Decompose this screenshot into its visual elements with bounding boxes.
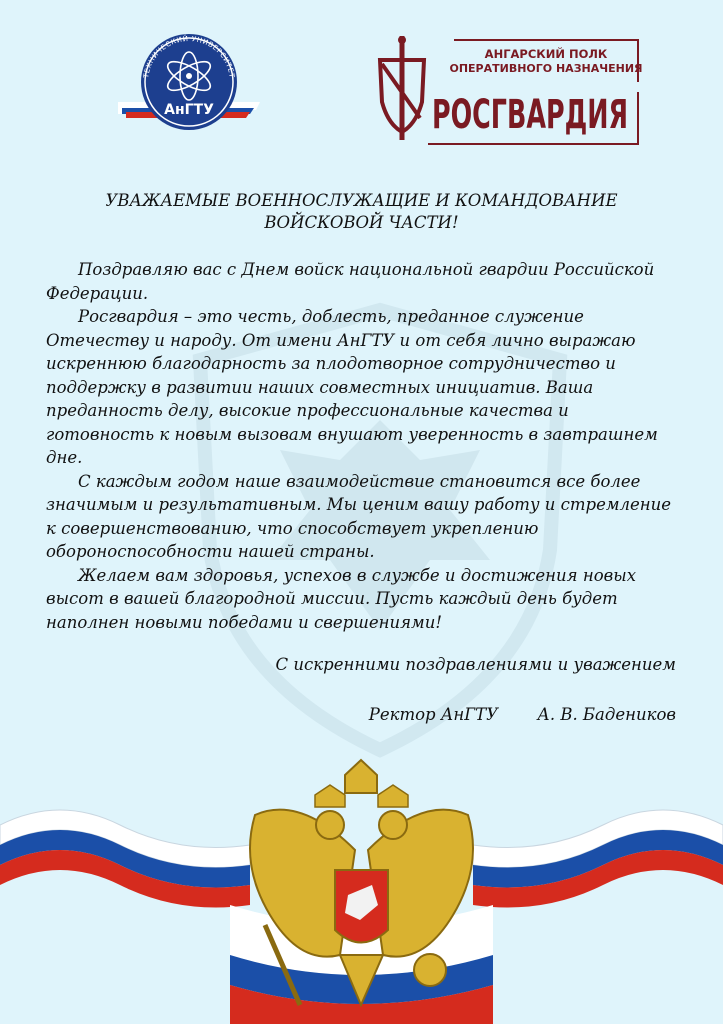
rosgvardia-line2: ОПЕРАТИВНОГО НАЗНАЧЕНИЯ bbox=[449, 62, 643, 75]
heading-line-2: ВОЙСКОВОЙ ЧАСТИ! bbox=[264, 213, 459, 232]
paragraph-2: Росгвардия – это честь, доблесть, преданное служение Отечеству и народу. От имени АнГТУ и от себя лично выражаю искреннюю благодарность за плодотворное сотрудничество и поддержку в развитии наших совместных инициатив. Ваша преданность делу, высокие профессиональные качества и готовность к новым вызовам внушают уверенность в завтрашнем дне. bbox=[46, 307, 658, 467]
double-headed-eagle-emblem-icon bbox=[250, 760, 473, 1005]
angtu-ring-text: ТЕХНИЧЕСКИЙ УНИВЕРСИТЕТ bbox=[142, 34, 236, 79]
letter-body bbox=[46, 258, 676, 634]
angtu-logo-name: АнГТУ bbox=[164, 102, 214, 118]
rosgvardia-line1: АНГАРСКИЙ ПОЛК bbox=[484, 47, 608, 61]
rosgvardia-logo bbox=[368, 32, 643, 150]
paragraph-1: Поздравляю вас с Днем войск национальной гвардии Российской Федерации. bbox=[46, 260, 655, 303]
signer-name: А. В. Бадеников bbox=[537, 705, 676, 724]
paragraph-4: Желаем вам здоровья, успехов в службе и достижения новых высот в вашей благородной миссии. Пусть каждый день будет наполнен новыми победами и свершениями! bbox=[46, 565, 636, 632]
signer-title: Ректор АнГТУ bbox=[368, 705, 499, 724]
paragraph-3: С каждым годом наше взаимодействие становится все более значимым и результативным. Мы ценим вашу работу и стремление к совершенствованию, что способствует укреплению обороноспособности нашей страны. bbox=[46, 471, 672, 561]
flag-and-emblem-illustration bbox=[0, 755, 723, 1024]
rosgvardia-wordmark: РОСГВАРДИЯ bbox=[432, 92, 628, 138]
angtu-logo bbox=[118, 32, 260, 132]
heading-line-1: УВАЖАЕМЫЕ ВОЕННОСЛУЖАЩИЕ И КОМАНДОВАНИЕ bbox=[105, 191, 618, 210]
letter-heading bbox=[40, 190, 683, 234]
signature-block bbox=[0, 705, 676, 724]
closing-line: С искренними поздравлениями и уважением bbox=[275, 655, 676, 674]
